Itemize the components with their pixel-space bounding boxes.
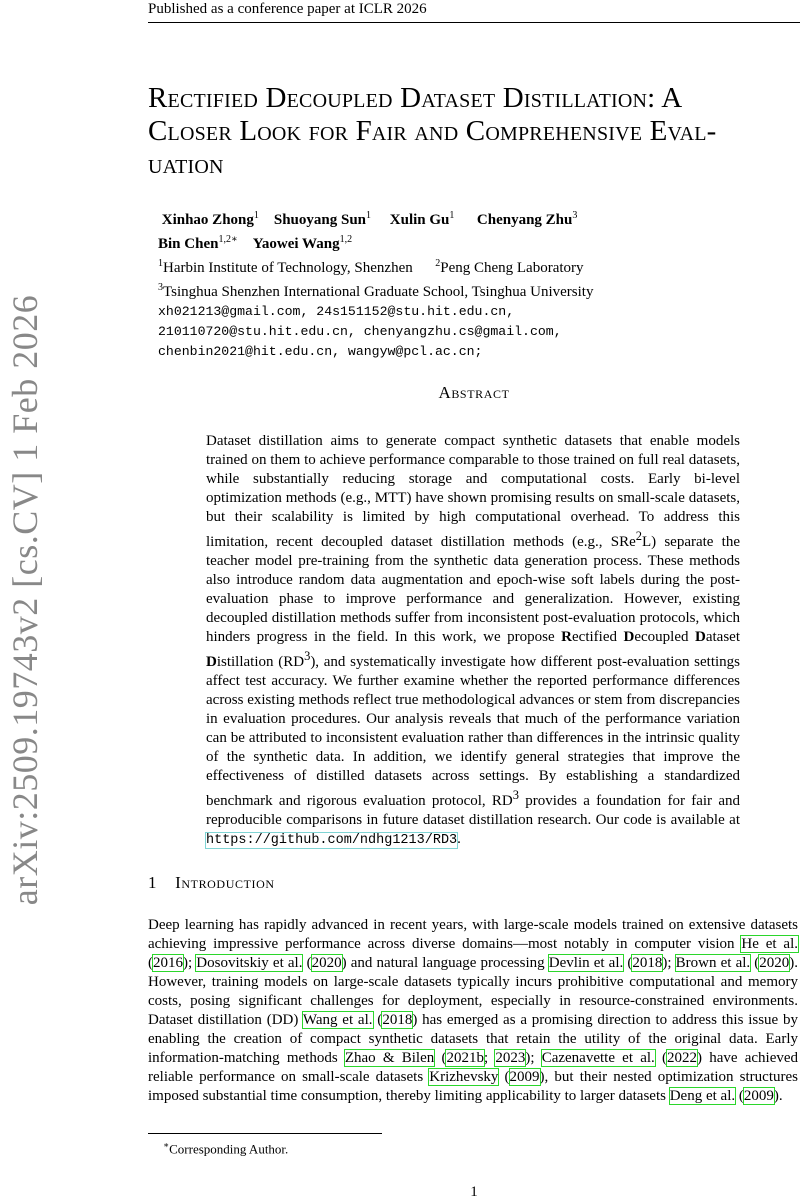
affil-sup: 2: [435, 258, 441, 269]
intro-text: Deep learning has rapidly advanced in recent years, with large-scale models trained on extensive datasets achieving impressive performance across diverse domains—most notably in computer vision: [148, 917, 798, 952]
intro-text: have achieved reliable performance on small-scale datasets: [148, 1050, 799, 1085]
citation-link[interactable]: Brown et al.: [675, 955, 751, 971]
arxiv-id-text: arXiv:2509.19743v2 [cs.CV] 1 Feb 2026: [5, 294, 45, 906]
affiliation-line-1: [158, 254, 758, 278]
citation-link[interactable]: Deng et al.: [669, 1088, 736, 1104]
citation-link[interactable]: Wang et al.: [302, 1012, 373, 1028]
citation-year-link[interactable]: 2009: [509, 1069, 540, 1085]
affiliation-text: Peng Cheng Laboratory: [440, 260, 584, 276]
intro-text: .: [778, 1088, 783, 1104]
bold-letter: D: [206, 654, 217, 670]
affiliation-text: Harbin Institute of Technology, Shenzhen: [163, 260, 413, 276]
affiliation-text: Tsinghua Shenzhen International Graduate School, Tsinghua University: [163, 284, 594, 300]
abstract-text: istillation (RD: [216, 654, 305, 670]
citation-year-link[interactable]: 2020: [759, 955, 790, 971]
citation-year-link[interactable]: 2023: [495, 1050, 526, 1066]
author-affil-sup: 1,2: [339, 234, 353, 245]
superscript: 3: [304, 649, 311, 663]
citation-link[interactable]: He et al.: [741, 936, 798, 952]
citation-link[interactable]: Cazenavette et al.: [541, 1050, 655, 1066]
citation-year-link[interactable]: 2020: [311, 955, 342, 971]
section-title: Introduction: [175, 873, 275, 892]
citation-year-link[interactable]: 2022: [667, 1050, 697, 1066]
author-affil-sup: 1: [253, 210, 259, 221]
author-name: Chenyang Zhu: [476, 212, 573, 228]
abstract-body: [206, 432, 740, 850]
author-line-1: [158, 206, 758, 230]
header-text: Published as a conference paper at ICLR 2026: [148, 1, 427, 17]
citation-year-link[interactable]: 2018: [632, 955, 663, 971]
affil-sup: 1: [158, 258, 163, 269]
title-line-1: Rectified Decoupled Dataset Distillation: A: [148, 82, 683, 114]
section-number: 1: [148, 873, 158, 892]
abstract-heading: Abstract: [438, 383, 510, 402]
abstract-text: L) separate the teacher model pre-training from the synthetic data generation process. These methods also introduce random data augmentation and epoch-wise soft labels during the post-evaluation phase to improve performance and generalization. However, existing decoupled distillation methods suffer from inconsistent post-evaluation protocols, which hinders progress in the field. In this work, we propose: [206, 534, 740, 645]
superscript: 2: [635, 529, 642, 543]
abstract-text: ataset: [705, 629, 741, 645]
author-name: Xinhao Zhong: [161, 212, 254, 228]
intro-text: has emerged as a promising direction to address this issue by enabling the creation of compact synthetic datasets that retain the utility of the original data. Early information-matching methods: [148, 1012, 799, 1066]
bold-letter: D: [623, 629, 635, 645]
email-line-3: chenbin2021@hit.edu.cn, wangyw@pcl.ac.cn;: [158, 344, 483, 359]
author-line-2: [158, 230, 758, 254]
affil-sup: 3: [158, 282, 163, 293]
footnote-mark: ∗: [163, 1140, 170, 1150]
citation-link[interactable]: Krizhevsky: [429, 1069, 499, 1085]
page-number: 1: [470, 1184, 478, 1200]
affiliation-line-2: [158, 278, 758, 302]
footnote-text: Corresponding Author.: [169, 1141, 289, 1157]
abstract-text: provides a foundation for fair and reproducible comparisons in future dataset distillation research. Our code is available at: [206, 793, 740, 828]
running-header: [148, 0, 800, 23]
author-block: [158, 206, 758, 362]
author-affil-sup: 3: [572, 210, 578, 221]
abstract-text: ecoupled: [634, 629, 696, 645]
author-affil-sup: 1: [449, 210, 455, 221]
footnote-rule: [148, 1133, 382, 1134]
abstract-text: ), and systematically investigate how different post-evaluation settings affect test accuracy. We further examine whether the reported performance differences across existing methods reflect true methodological advances or stem from discrepancies in evaluation procedures. Our analysis reveals that much of the performance variation can be attributed to inconsistent evaluation rather than differences in the intrinsic quality of the synthetic data. In addition, we identify general strategies that improve the effectiveness of distilled datasets across settings. By establishing a standardized benchmark and rigorous evaluation protocol, RD: [206, 654, 741, 809]
author-name: Xulin Gu: [389, 212, 450, 228]
code-link[interactable]: https://github.com/ndhg1213/RD3: [206, 833, 458, 848]
author-affil-sup: 1: [366, 210, 372, 221]
author-name: Bin Chen: [158, 236, 219, 252]
superscript: 3: [512, 788, 520, 802]
arxiv-side-identifier: [0, 0, 50, 1200]
section-heading-introduction: [148, 873, 275, 893]
abstract-text: ectified: [572, 629, 624, 645]
bold-letter: D: [695, 629, 706, 645]
intro-text: , but their nested optimization structures imposed substantial time consumption, thereby limiting applicability to larger datasets: [148, 1069, 798, 1104]
author-name: Yaowei Wang: [252, 236, 340, 252]
footnote: [163, 1140, 288, 1157]
citation-year-link[interactable]: 2009: [743, 1088, 774, 1104]
email-line-2: 210110720@stu.hit.edu.cn, chenyangzhu.cs@gmail.com,: [158, 324, 562, 339]
author-affil-sup: 1,2∗: [218, 234, 238, 245]
citation-link[interactable]: Zhao & Bilen: [344, 1050, 435, 1066]
title-line-2: Closer Look for Fair and Comprehensive Eval-: [148, 115, 717, 147]
intro-text: . However, training models on large-scale datasets typically incurs prohibitive computational and memory costs, posing significant challenges for deployment, especially in resource-constrained environments. Dataset distillation (DD): [148, 955, 799, 1028]
abstract-text: Dataset distillation aims to generate compact synthetic datasets that enable models trained on them to achieve performance comparable to those trained on full real datasets, while substantially reducing storage and computational costs. Early bi-level optimization methods (e.g., MTT) have shown promising results on small-scale datasets, but their scalability is limited by high computational overhead. To address this limitation, recent decoupled dataset distillation methods (e.g., SRe: [206, 433, 740, 550]
abstract-text: .: [457, 831, 461, 847]
citation-year-link[interactable]: 2021b: [446, 1050, 484, 1066]
email-line-1: xh021213@gmail.com, 24s151152@stu.hit.edu.cn,: [158, 304, 515, 319]
citation-link[interactable]: Dosovitskiy et al.: [196, 955, 303, 971]
citation-link[interactable]: Devlin et al.: [548, 955, 624, 971]
title-line-3: uation: [148, 148, 224, 180]
paper-title: [148, 82, 800, 181]
bold-letter: R: [561, 629, 572, 645]
citation-year-link[interactable]: 2016: [153, 955, 183, 971]
introduction-paragraph: Deep learning has rapidly advanced in recent years, with large-scale models trained on extensive datasets achieving impressive performance across diverse domains—most notably in computer vision He et al. (2016); Dosovitskiy et al. (2020) and natural language processing Devlin et al. (2018); Brown et al. (2020). However, training models on large-scale datasets typically incurs prohibitive computational and memory costs, posing significant challenges for deployment, especially in resource-constrained environments. Dataset distillation (DD) Wang et al. (2018) has emerged as a promising direction to address this issue by enabling the creation of compact synthetic datasets that retain the utility of the original data. Early information-matching methods Zhao & Bilen (2021b; 2023); Cazenavette et al. (2022) have achieved reliable performance on small-scale datasets Krizhevsky (2009), but their nested optimization structures imposed substantial time consumption, thereby limiting applicability to larger datasets Deng et al. (2009).: [148, 917, 799, 1104]
intro-text: and natural language processing: [346, 955, 549, 971]
citation-year-link[interactable]: 2018: [382, 1012, 413, 1028]
author-name: Shuoyang Sun: [273, 212, 367, 228]
